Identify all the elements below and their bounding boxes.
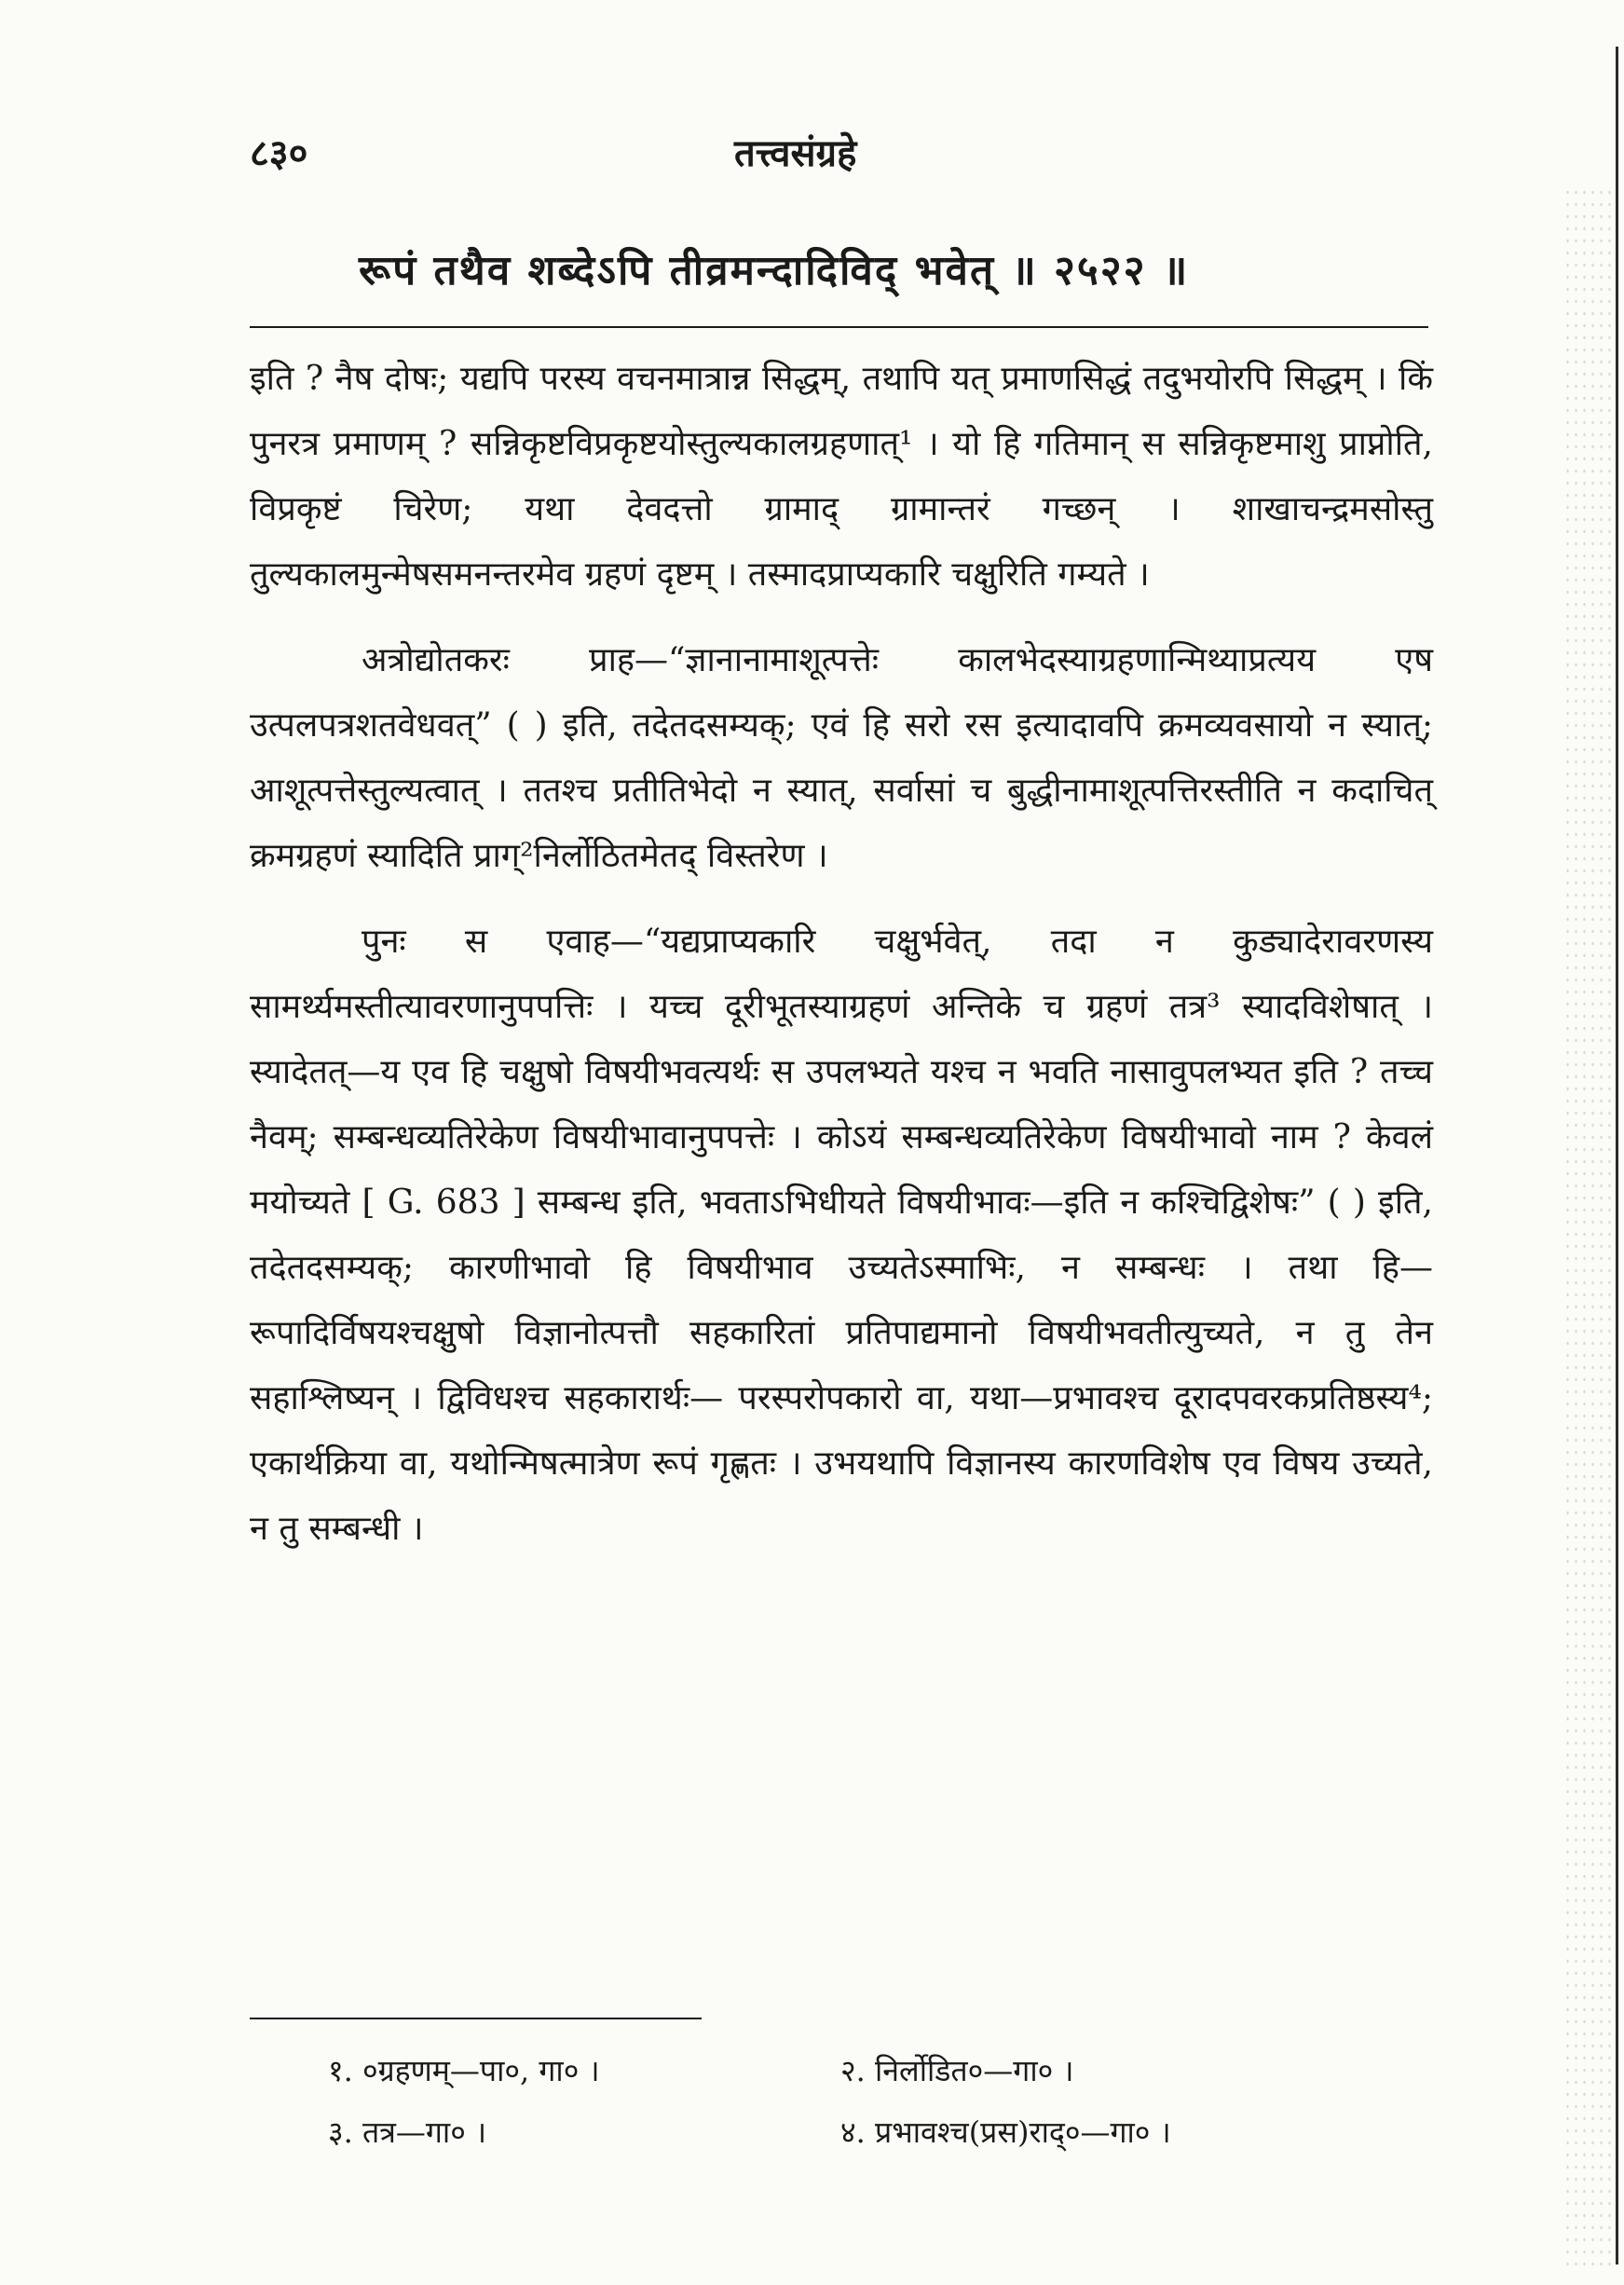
paragraph-1: इति ? नैष दोषः; यद्यपि परस्य वचनमात्रान्न सिद्धम्, तथापि यत् प्रमाणसिद्धं तदुभयोरपि सिद्धम् । किं पुनरत्र प्रमाणम् ? सन्निकृष्टविप्रकृष्टयोस्तुल्यकालग्रहणात्¹ । यो हि गतिमान् स सन्निकृष्टमाशु प्राप्नोति, विप्रकृष्टं चिरेण; यथा देवदत्तो ग्रामाद् ग्रामान्तरं गच्छन् । शाखाचन्द्रमसोस्तु तुल्यकालमुन्मेषसमनन्तरमेव ग्रहणं दृष्टम् । तस्मादप्राप्यकारि चक्षुरिति गम्यते । (250, 360, 1433, 594)
footnotes (328, 2039, 1353, 2162)
page-number: ८३० (250, 131, 308, 175)
footnote-4: ४. प्रभावश्च(प्रस)राद्०—गा० । (840, 2114, 1171, 2150)
paragraph-3: पुनः स एवाह—“यद्यप्राप्यकारि चक्षुर्भवेत्, तदा न कुड्यादेरावरणस्य सामर्थ्यमस्तीत्यावरणानुपपत्तिः । यच्च दूरीभूतस्याग्रहणं अन्तिके च ग्रहणं तत्र³ स्यादविशेषात् । स्यादेतत्—य एव हि चक्षुषो विषयीभवत्यर्थः स उपलभ्यते यश्च न भवति नासावुपलभ्यत इति ? तच्च नैवम्; सम्बन्धव्यतिरेकेण विषयीभावानुपपत्तेः । कोऽयं सम्बन्धव्यतिरेकेण विषयीभावो नाम ? केवलं मयोच्यते [ G. 683 ] सम्बन्ध इति, भवताऽभिधीयते विषयीभावः—इति न कश्चिद्विशेषः” ( ) इति, तदेतदसम्यक्; कारणीभावो हि विषयीभाव उच्यतेऽस्माभिः, न सम्बन्धः । तथा हि—रूपादिर्विषयश्चक्षुषो विज्ञानोत्पत्तौ सहकारितां प्रतिपाद्यमानो विषयीभवतीत्युच्यते, न तु तेन सहाश्लिष्यन् । द्विविधश्च सहकारार्थः— परस्परोपकारो वा, यथा—प्रभावश्च दूरादपवरकप्रतिष्ठस्य⁴; एकार्थक्रिया वा, यथोन्मिषत्मात्रेण रूपं गृह्णतः । उभयथापि विज्ञानस्य कारणविशेष एव विषय उच्यते, न तु सम्बन्धी । (250, 923, 1433, 1548)
footnote-2: २. निर्लोडित०—गा० । (840, 2052, 1074, 2088)
footnote-3: ३. तत्र—गा० । (328, 2114, 487, 2150)
verse-line: रूपं तथैव शब्देऽपि तीव्रमन्दादिविद् भवेत् ॥ २५२२ ॥ (359, 247, 1190, 294)
footnote-row (328, 2100, 1353, 2162)
footnote-row (328, 2039, 1353, 2100)
running-title: तत्त्वसंग्रहे (734, 131, 857, 175)
paragraph-2: अत्रोद्योतकरः प्राह—“ज्ञानानामाशूत्पत्तेः कालभेदस्याग्रहणान्मिथ्याप्रत्यय एष उत्पलपत्रशतवेधवत्” ( ) इति, तदेतदसम्यक्; एवं हि सरो रस इत्यादावपि क्रमव्यवसायो न स्यात्; आशूत्पत्तेस्तुल्यत्वात् । ततश्च प्रतीतिभेदो न स्यात्, सर्वासां च बुद्धीनामाशूत्पत्तिरस्तीति न कदाचित् क्रमग्रहणं स्यादिति प्राग्²निर्लोठितमेतद् विस्तरेण । (250, 641, 1433, 875)
footnote-rule (250, 2018, 702, 2019)
commentary-body (250, 347, 1433, 1562)
footnote-1: १. ०ग्रहणम्—पा०, गा० । (328, 2052, 600, 2088)
header-rule (250, 326, 1428, 328)
page-header (250, 126, 1414, 182)
scan-speckle (1563, 186, 1615, 2274)
page-edge-line (1616, 47, 1618, 2264)
